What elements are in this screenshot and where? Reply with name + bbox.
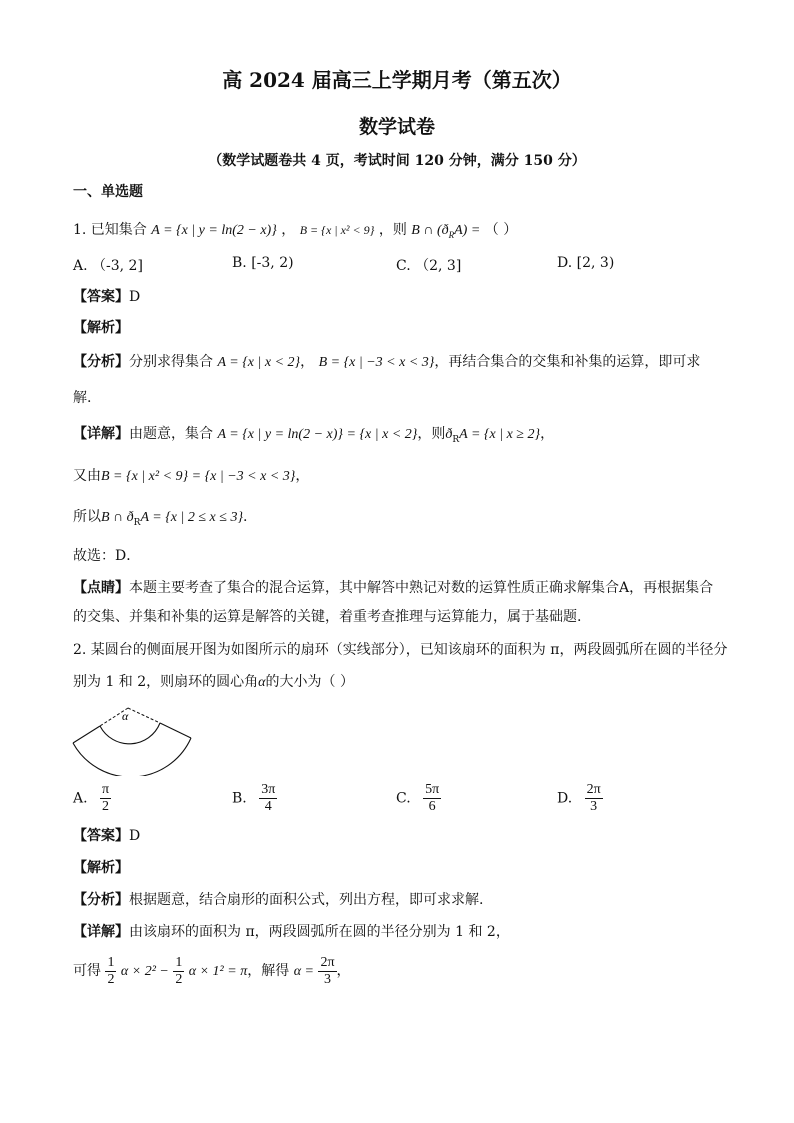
q1-fenxi-set-b: B = {x | −3 < x < 3} [318,355,435,370]
page-subtitle: 数学试卷 [358,116,435,138]
q1-analysis-tag: 【解析】 [73,320,129,336]
sector-ring-figure [70,700,200,776]
q1-set-a: A = {x | y = ln(2 − x)} [151,223,277,238]
q2-option-d: D. $\frac{2\pi}{3}$ [557,782,601,814]
q1-fenxi-cont: 解. [73,390,92,406]
q1-xiangjie-2: 又由B = {x | x² < 9} = {x | −3 < x < 3}， [73,468,310,484]
left-edge [73,726,100,743]
q2-option-a: A. $\frac{\pi}{2}$ [73,782,110,814]
q1-option-c: C. （2, 3] [396,258,462,274]
page-title: 高 2024 届高三上学期月考（第五次） [222,68,572,92]
q2-option-c: C. $\frac{5\pi}{6}$ [396,782,440,814]
q2-final-equation: 可得 $\frac{1}{2}$ α × 2² − $\frac{1}{2}$ α × 1² = π，解得 α = $\frac{2\pi}{3}$ ， [73,954,351,987]
q1-option-a: A. （-3, 2] [73,258,143,274]
q1-option-d: D. [2, 3) [557,255,615,271]
q1-dianjing-2: 的交集、并集和补集的运算是解答的关键，着重考查推理与运算能力，属于基础题. [73,609,582,625]
q1-choice: 故选：D． [73,548,141,564]
q1-fenxi: 【分析】分别求得集合 A = {x | x < 2}， B = {x | −3 < x < 3}，再结合集合的交集和补集的运算，即可求 [73,354,701,370]
q1-sep2: ，则 [378,222,407,238]
q2-stem-2: 别为 1 和 2，则扇环的圆心角α的大小为（ ） [73,674,354,690]
inner-arc [100,723,160,744]
q1-xiangjie-3: 所以B ∩ $ð_RA = \{x$ | 2 ≤ x ≤ 3}. [73,509,248,528]
exam-note: （数学试题卷共 4 页，考试时间 120 分钟，满分 150 分） [208,153,586,169]
q2-option-b: B. $\frac{3\pi}{4}$ [232,782,276,814]
q1-xiangjie-1: 【详解】由题意，集合 A = {x | y = ln(2 − x)} = {x | x < 2}，则$ð_RA = \{x$ | x ≥ 2}， [73,426,555,445]
q1-expr-sub: R [448,229,455,240]
q1-expr-main: B ∩ (ð [411,223,449,238]
q1-dianjing-1: 【点睛】本题主要考查了集合的混合运算，其中解答中熟记对数的运算性质正确求解集合A，再根据集合 [73,580,714,596]
q1-paren: （ ） [484,222,518,238]
q2-answer: 【答案】D [73,828,141,844]
q1-expr [411,223,480,238]
q1-set-b: B = {x | x² < 9} [299,223,375,237]
q1-answer: 【答案】D [73,289,141,305]
figure-alpha-label: α [122,709,129,723]
q1-sep1: ， [281,222,296,238]
q2-stem-1: 2. 某圆台的侧面展开图为如图所示的扇环（实线部分），已知该扇环的面积为 π，两段圆弧所在圆的半径分 [73,642,728,658]
q2-analysis-tag: 【解析】 [73,860,129,876]
q1-expr-end: A) = [454,223,481,238]
q1-fenxi-set-a: A = {x | x < 2} [217,355,301,370]
dashed-radius-right [128,708,160,723]
q1-option-b: B. [-3, 2) [232,255,294,271]
q2-fenxi: 【分析】根据题意，结合扇形的面积公式，列出方程，即可求求解. [73,892,484,908]
q1-stem [73,220,517,245]
q2-xiangjie: 【详解】由该扇环的面积为 π，两段圆弧所在圆的半径分别为 1 和 2， [73,924,510,940]
q1-stem-prefix: 1. 已知集合 [73,222,147,238]
alpha-symbol: α [258,675,266,690]
section-heading: 一、单选题 [73,184,143,200]
right-edge [160,723,191,738]
